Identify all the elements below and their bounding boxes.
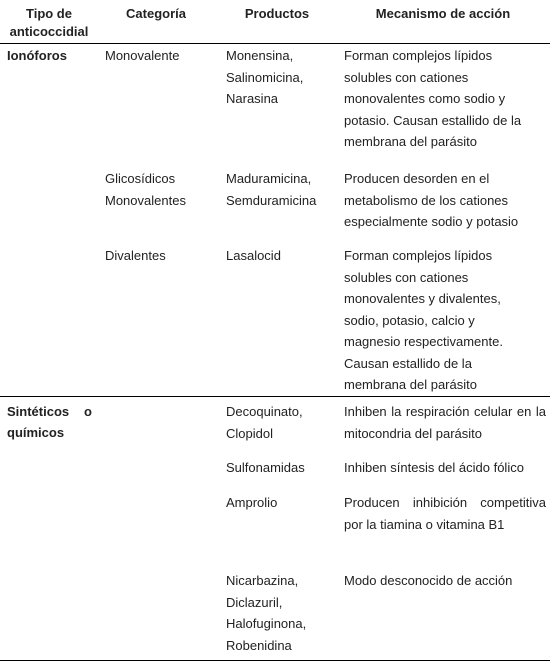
mechanism-cell: Forman complejos lípidos solubles con cationes monovalentes y divalentes, sodio, potasio, calcio y magnesio respectivamente. Causan estallido de la membrana del parásito — [344, 248, 503, 392]
group-divider — [0, 396, 550, 397]
header-mecanismo: Mecanismo de acción — [375, 6, 511, 21]
group-type-ionoforos: Ionóforos — [7, 48, 67, 63]
category-cell: Divalentes — [105, 248, 166, 263]
category-cell: Glicosídicos Monovalentes — [105, 171, 186, 208]
products-cell: Amprolio — [226, 495, 278, 510]
products-cell: Decoquinato, Clopidol — [226, 404, 303, 441]
products-cell: Nicarbazina, Diclazuril, Halofuginona, Robenidina — [226, 573, 307, 653]
group-type-sinteticos: Sintéticos — [7, 404, 70, 419]
header-productos: Productos — [244, 6, 310, 21]
mechanism-cell: Forman complejos lípidos solubles con cationes monovalentes como sodio y potasio. Causan estallido de la membrana del parásito — [344, 48, 522, 149]
header-divider — [0, 43, 550, 44]
products-cell: Maduramicina, Semduramicina — [226, 171, 317, 208]
products-cell: Sulfonamidas — [226, 460, 305, 475]
header-tipo-anticoccidial: Tipo de anticoccidial — [9, 6, 89, 39]
group-type-quimicos: químicos — [7, 425, 65, 440]
header-categoria: Categoría — [126, 6, 186, 21]
mechanism-cell: Inhiben síntesis del ácido fólico — [344, 460, 524, 475]
mechanism-cell: Producen inhibición competitiva por la tiamina o vitamina B1 — [344, 495, 546, 532]
table-bottom-rule — [0, 660, 550, 661]
group-type-sinteticos-tail: o — [84, 404, 92, 419]
category-cell: Monovalente — [105, 48, 180, 63]
products-cell: Lasalocid — [226, 248, 281, 263]
mechanism-cell: Inhiben la respiración celular en la mitocondria del parásito — [344, 404, 546, 441]
products-cell: Monensina, Salinomicina, Narasina — [226, 48, 304, 106]
mechanism-cell: Producen desorden en el metabolismo de los cationes especialmente sodio y potasio — [344, 171, 519, 229]
mechanism-cell: Modo desconocido de acción — [344, 573, 513, 588]
